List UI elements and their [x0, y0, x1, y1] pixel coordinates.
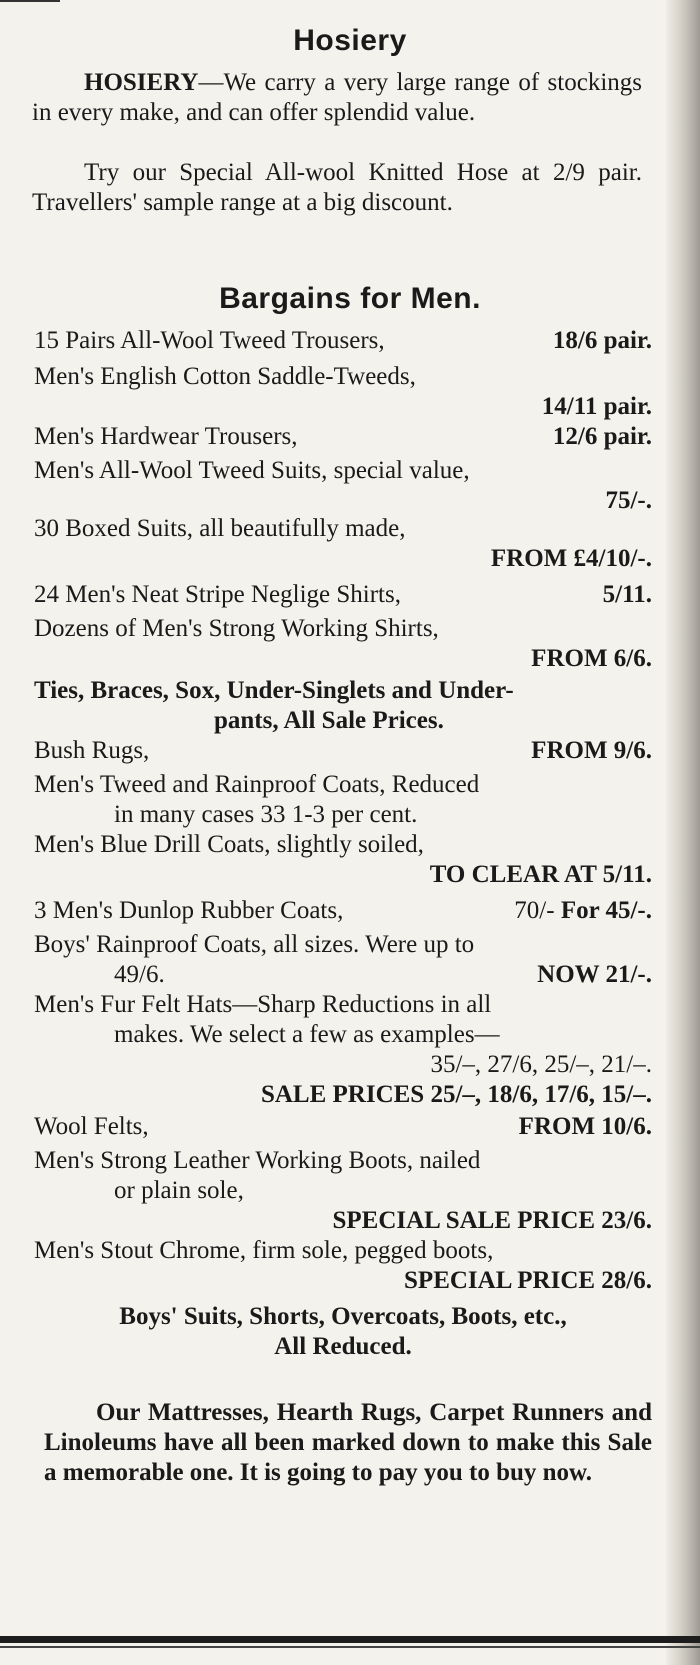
item-desc: Bush Rugs,	[34, 737, 150, 764]
item-line: Boys' Rainproof Coats, all sizes. Were up to	[34, 931, 475, 958]
closing-paragraph: Our Mattresses, Hearth Rugs, Carpet Runners and Linoleums have all been marked down to make this Sale a memorable one. It is going to pay you to buy now.	[44, 1399, 652, 1486]
list-item	[34, 614, 652, 674]
item-desc: Men's English Cotton Saddle-Tweeds,	[34, 363, 416, 390]
hosiery-paragraph-1	[32, 68, 642, 128]
item-was-price: 70/-	[514, 897, 555, 924]
list-item	[34, 1236, 652, 1296]
item-desc: Men's All-Wool Tweed Suits, special value,	[34, 457, 470, 484]
item-price: FROM £4/10/-.	[490, 545, 652, 572]
hosiery-lead: HOSIERY	[84, 69, 199, 96]
list-item	[34, 1146, 652, 1236]
item-line: All Reduced.	[274, 1333, 412, 1360]
item-price: FROM 9/6.	[531, 737, 652, 764]
list-item	[34, 736, 652, 766]
item-price: 14/11 pair.	[541, 393, 652, 420]
list-item	[34, 896, 652, 926]
item-price: NOW 21/-.	[537, 961, 652, 988]
bottom-rule	[0, 1636, 700, 1643]
item-line: Men's Tweed and Rainproof Coats, Reduced	[34, 771, 480, 798]
item-price: SPECIAL SALE PRICE 23/6.	[332, 1207, 652, 1234]
list-item	[34, 990, 652, 1110]
list-item	[34, 580, 652, 610]
item-desc: 3 Men's Dunlop Rubber Coats,	[34, 897, 344, 924]
list-item	[34, 456, 652, 516]
list-item	[34, 830, 652, 890]
item-price: 12/6 pair.	[552, 423, 652, 450]
list-item	[34, 930, 652, 990]
item-price: FROM 10/6.	[518, 1113, 652, 1140]
bottom-rule-thin	[0, 1646, 700, 1648]
item-price: 5/11.	[602, 581, 652, 608]
page-edge-shadow	[666, 0, 700, 1665]
item-desc: 15 Pairs All-Wool Tweed Trousers,	[34, 327, 385, 354]
item-price: 75/-.	[605, 487, 652, 514]
item-desc: Wool Felts,	[34, 1113, 149, 1140]
item-line: in many cases 33 1-3 per cent.	[114, 801, 418, 828]
item-price: FROM 6/6.	[531, 645, 652, 672]
item-line: makes. We select a few as examples—	[114, 1021, 500, 1048]
list-item	[34, 1302, 652, 1362]
item-line: or plain sole,	[114, 1177, 244, 1204]
item-desc: Men's Stout Chrome, firm sole, pegged boots,	[34, 1237, 494, 1264]
list-item	[34, 514, 652, 574]
item-desc: Men's Hardwear Trousers,	[34, 423, 298, 450]
item-desc: 24 Men's Neat Stripe Neglige Shirts,	[34, 581, 401, 608]
item-price: SALE PRICES 25/–, 18/6, 17/6, 15/–.	[260, 1081, 652, 1108]
list-item	[34, 1112, 652, 1142]
list-item	[34, 362, 652, 422]
item-price: TO CLEAR AT 5/11.	[429, 861, 652, 888]
item-desc: 30 Boxed Suits, all beautifully made,	[34, 515, 406, 542]
item-price: SPECIAL PRICE 28/6.	[404, 1267, 652, 1294]
item-line: 49/6.	[114, 961, 165, 988]
item-line: Men's Fur Felt Hats—Sharp Reductions in all	[34, 991, 492, 1018]
list-item	[34, 770, 652, 830]
item-price: For 45/-.	[560, 897, 652, 924]
item-line: Boys' Suits, Shorts, Overcoats, Boots, etc.,	[119, 1303, 567, 1330]
item-desc: Dozens of Men's Strong Working Shirts,	[34, 615, 439, 642]
item-price: 18/6 pair.	[552, 327, 652, 354]
item-line: pants, All Sale Prices.	[214, 707, 444, 734]
hosiery-heading: Hosiery	[293, 24, 407, 57]
hosiery-paragraph-2: Try our Special All-wool Knitted Hose at 2/9 pair. Travellers' sample range at a big discount.	[32, 159, 642, 216]
men-heading: Bargains for Men.	[219, 282, 481, 315]
list-item	[34, 326, 652, 356]
item-desc: Men's Blue Drill Coats, slightly soiled,	[34, 831, 424, 858]
item-line: 35/–, 27/6, 25/–, 21/–.	[430, 1051, 652, 1078]
top-rule	[0, 0, 60, 2]
list-item	[34, 676, 652, 736]
hosiery-para1-text: —We carry a very large range of stockings in every make, and can offer splendid value.	[32, 69, 642, 126]
item-line: Men's Strong Leather Working Boots, nailed	[34, 1147, 481, 1174]
list-item	[34, 422, 652, 452]
item-line: Ties, Braces, Sox, Under-Singlets and Under-	[34, 677, 514, 704]
